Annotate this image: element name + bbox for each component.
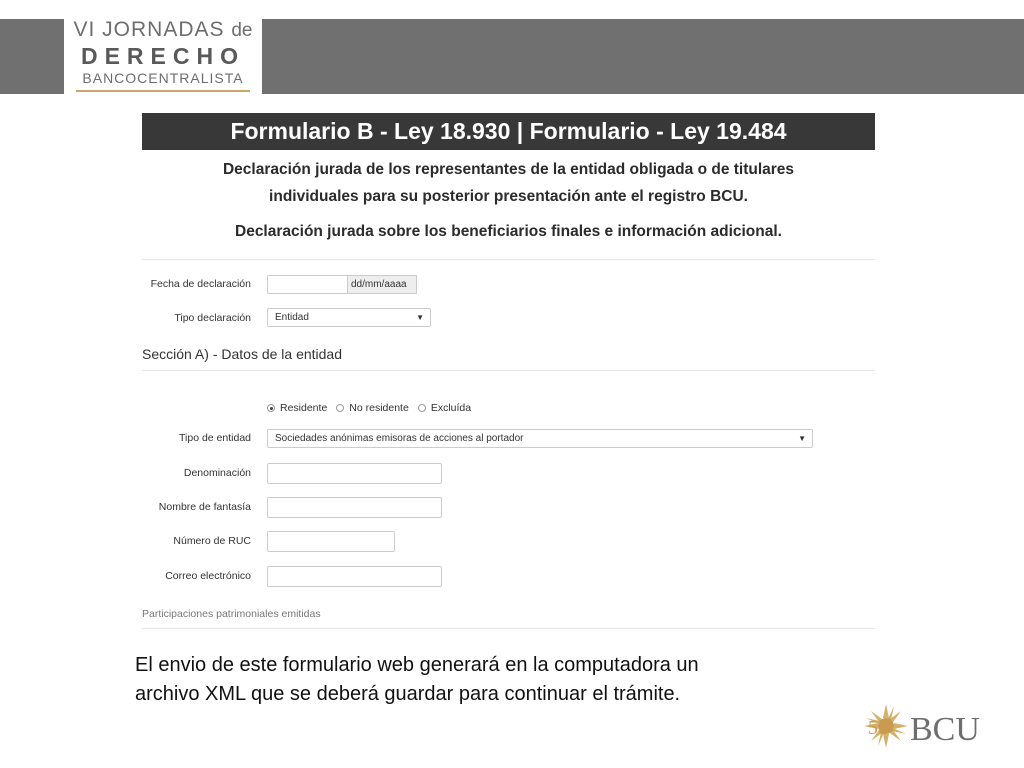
divider <box>142 259 875 260</box>
section-a-heading: Sección A) - Datos de la entidad <box>142 346 343 362</box>
tipo-entidad-select[interactable]: Sociedades anónimas emisoras de acciones al portador ▼ <box>267 429 813 448</box>
bcu-logo <box>864 700 1004 756</box>
divider <box>142 628 875 629</box>
dropdown-caret-icon: ▼ <box>798 434 806 443</box>
event-logo <box>64 12 262 96</box>
radio-excluida[interactable]: Excluída <box>418 402 471 414</box>
correo-input[interactable] <box>267 566 442 587</box>
fecha-format-addon: dd/mm/aaaa <box>347 275 417 294</box>
nombre-fantasia-input[interactable] <box>267 497 442 518</box>
form-title: Formulario B - Ley 18.930 | Formulario - Ley 19.484 <box>142 113 875 150</box>
tipo-entidad-label: Tipo de entidad <box>179 432 251 444</box>
logo-line-2: DERECHO <box>80 43 245 69</box>
correo-label: Correo electrónico <box>165 570 251 582</box>
fecha-label: Fecha de declaración <box>150 278 251 290</box>
logo-underline <box>76 90 250 92</box>
form-subtitle-1: Declaración jurada de los representantes de la entidad obligada o de titulares individuales para su posterior presentación ante el registro BCU. <box>222 161 795 205</box>
ruc-label: Número de RUC <box>173 535 251 547</box>
bcu-50-number: 50 <box>868 717 888 739</box>
divider <box>142 370 875 371</box>
nombre-fantasia-label: Nombre de fantasía <box>158 501 251 513</box>
form-subtitle-2: Declaración jurada sobre los beneficiarios finales e información adicional. <box>235 223 782 240</box>
logo-line-1: VI JORNADAS de <box>73 18 253 41</box>
denominacion-input[interactable] <box>267 463 442 484</box>
denominacion-label: Denominación <box>183 467 251 479</box>
radio-no-residente[interactable]: No residente <box>336 402 409 414</box>
tipo-declaracion-select[interactable]: Entidad ▼ <box>267 308 431 327</box>
residencia-radio-group <box>267 402 480 414</box>
tipo-declaracion-label: Tipo declaración <box>174 312 251 324</box>
radio-residente[interactable]: Residente <box>267 402 327 414</box>
radio-icon[interactable] <box>336 404 344 412</box>
footer-note: El envio de este formulario web generará en la computadora un archivo XML que se deberá guardar para continuar el trámite. <box>135 654 699 705</box>
ruc-input[interactable] <box>267 531 395 552</box>
participaciones-heading: Participaciones patrimoniales emitidas <box>142 608 321 620</box>
fecha-input[interactable] <box>267 275 349 294</box>
dropdown-caret-icon: ▼ <box>416 313 424 322</box>
logo-line-3: BANCOCENTRALISTA <box>82 70 244 86</box>
radio-selected-icon[interactable] <box>267 404 275 412</box>
bcu-logo-text: BCU <box>910 711 980 748</box>
radio-icon[interactable] <box>418 404 426 412</box>
